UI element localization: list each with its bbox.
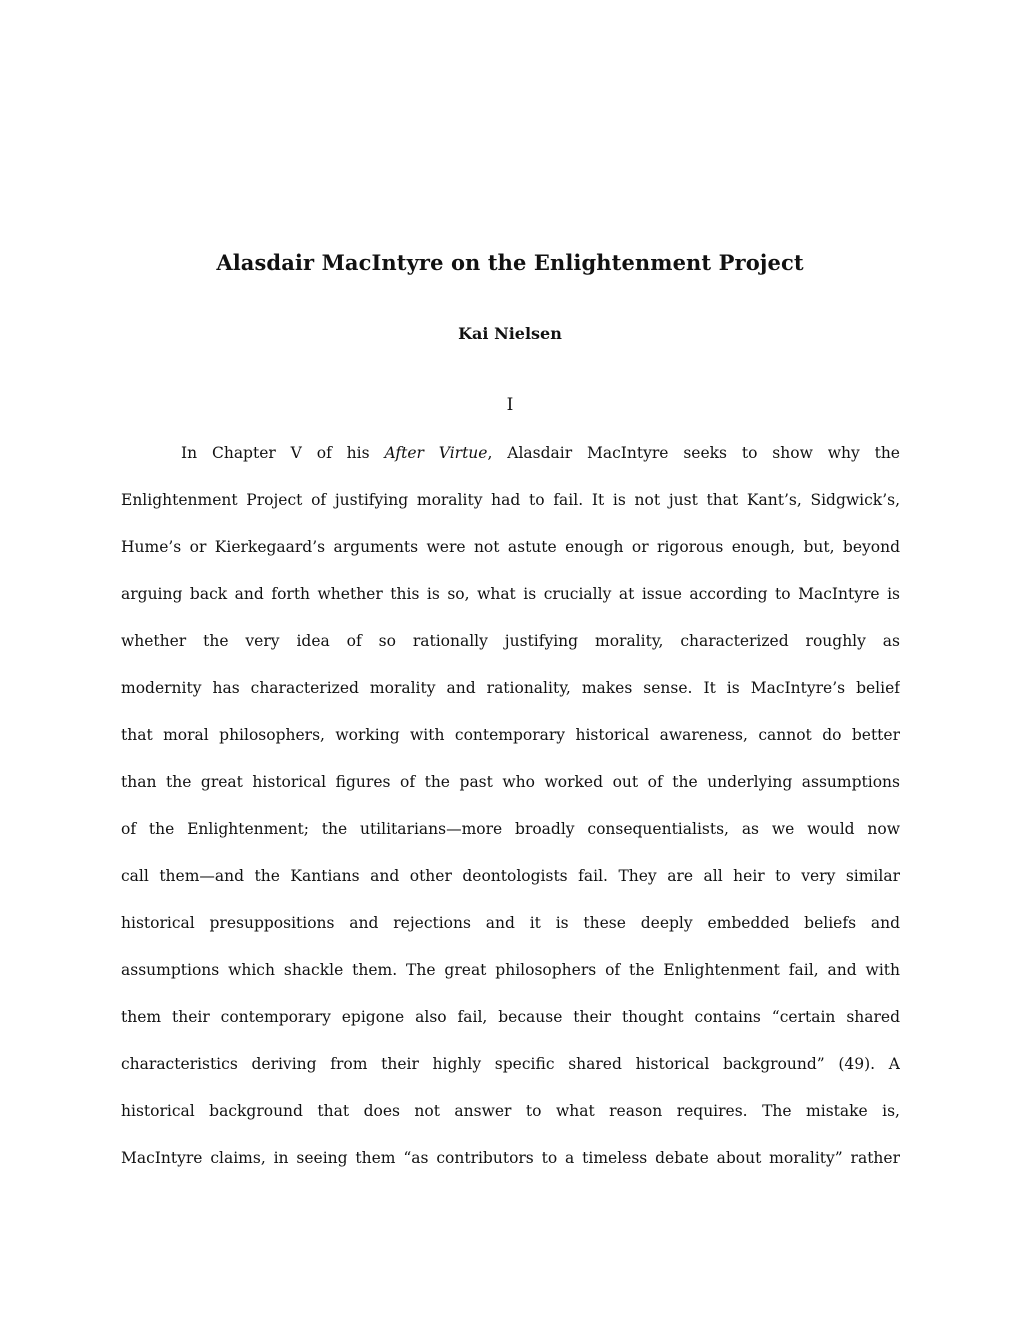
paragraph-line: assumptions which shackle them. The great philosophers of the Enlightenment fail, and with (121, 961, 900, 979)
paragraph-line: historical presuppositions and rejections and it is these deeply embedded beliefs and (121, 914, 900, 932)
paragraph-line (121, 430, 900, 477)
paragraph-line: that moral philosophers, working with contemporary historical awareness, cannot do better (121, 726, 900, 744)
paragraph-line: call them—and the Kantians and other deontologists fail. They are all heir to very similar (121, 867, 900, 885)
section-number: I (506, 395, 514, 415)
line-text: In Chapter V of his (181, 444, 385, 462)
paragraph-line: historical background that does not answer to what reason requires. The mistake is, (121, 1102, 900, 1120)
paragraph-line: Enlightenment Project of justifying morality had to fail. It is not just that Kant’s, Sidgwick’s, (121, 491, 900, 509)
line-text: , Alasdair MacIntyre seeks to show why the (487, 444, 900, 462)
body-paragraph (121, 430, 900, 1182)
paragraph-line: than the great historical figures of the past who worked out of the underlying assumptions (121, 773, 900, 791)
document-author: Kai Nielsen (458, 324, 562, 343)
document-title: Alasdair MacIntyre on the Enlightenment Project (216, 250, 804, 275)
paragraph-line: Hume’s or Kierkegaard’s arguments were not astute enough or rigorous enough, but, beyond (121, 538, 900, 556)
paragraph-line: of the Enlightenment; the utilitarians—more broadly consequentialists, as we would now (121, 820, 900, 838)
paragraph-line: MacIntyre claims, in seeing them “as contributors to a timeless debate about morality” rather (121, 1149, 900, 1167)
paragraph-line: modernity has characterized morality and rationality, makes sense. It is MacIntyre’s belief (121, 679, 900, 697)
paragraph-line: characteristics deriving from their highly specific shared historical background” (49). A (121, 1055, 900, 1073)
paragraph-line: them their contemporary epigone also fail, because their thought contains “certain shared (121, 1008, 900, 1026)
paragraph-line: arguing back and forth whether this is so, what is crucially at issue according to MacIntyre is (121, 585, 900, 603)
paragraph-line: whether the very idea of so rationally justifying morality, characterized roughly as (121, 632, 900, 650)
book-title: After Virtue (384, 444, 488, 462)
